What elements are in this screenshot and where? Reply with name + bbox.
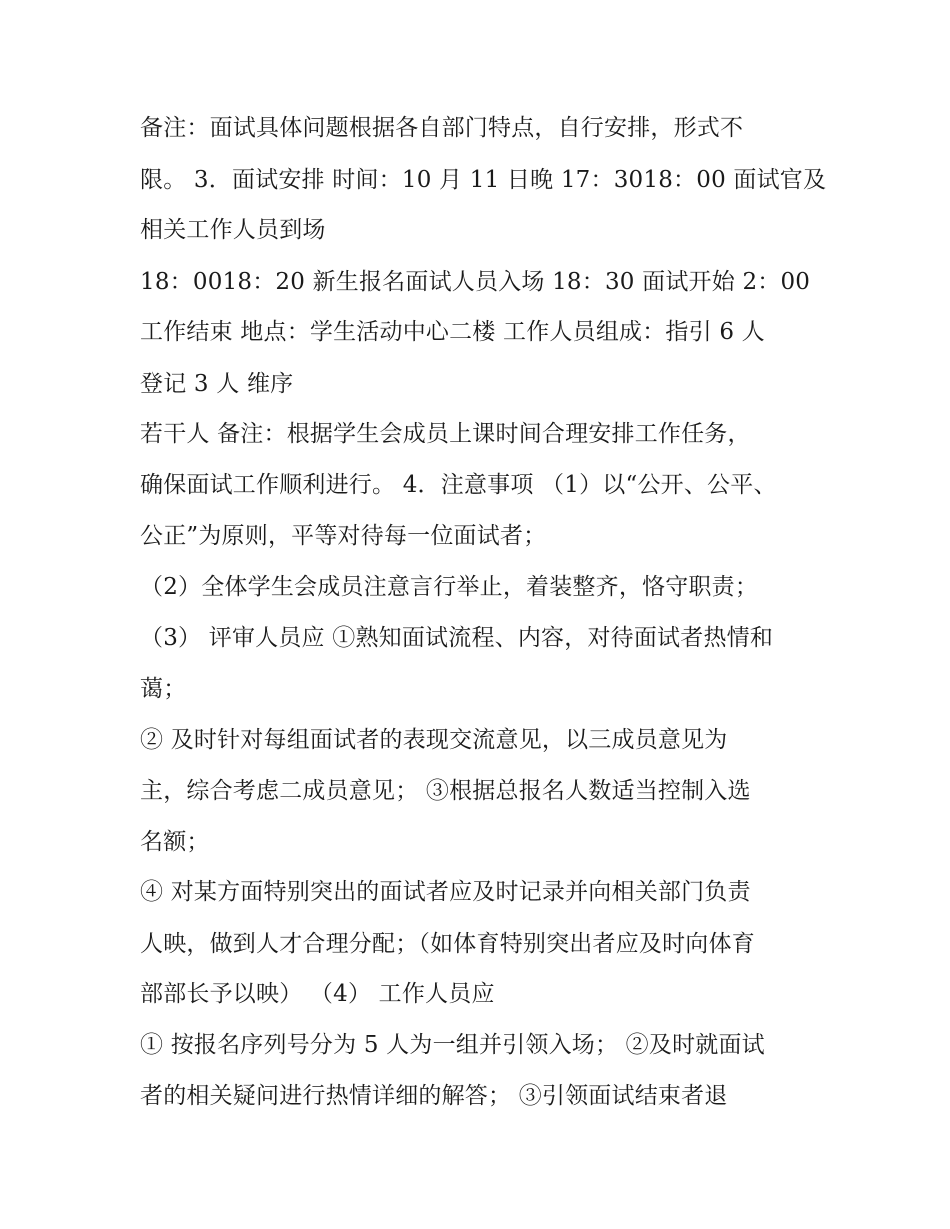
text-line: 部部长予以映） （4） 工作人员应 xyxy=(140,981,495,1007)
text-line: 若干人 备注：根据学生会成员上课时间合理安排工作任务， xyxy=(140,421,751,447)
text-line: 登记 3 人 维序 xyxy=(140,371,294,397)
text-line: 限。 3．面试安排 时间：10 月 11 日晚 17：3018：00 面试官及 xyxy=(140,167,827,193)
text-line: 公正”为原则，平等对待每一位面试者； xyxy=(140,523,547,549)
text-line: （3） 评审人员应 ①熟知面试流程、内容，对待面试者热情和 xyxy=(140,625,774,651)
text-line: 确保面试工作顺利进行。 4．注意事项 （1）以“公开、公平、 xyxy=(140,472,777,498)
text-line: 人映，做到人才合理分配；（如体育特别突出者应及时向体育 xyxy=(140,931,755,957)
text-line: ② 及时针对每组面试者的表现交流意见，以三成员意见为 xyxy=(140,727,728,753)
text-line: 备注：面试具体问题根据各自部门特点，自行安排，形式不 xyxy=(140,115,744,141)
text-line: 名额； xyxy=(140,829,210,855)
text-line: 相关工作人员到场 xyxy=(140,217,326,243)
text-line: （2）全体学生会成员注意言行举止，着装整齐，恪守职责； xyxy=(140,574,759,600)
text-line: 主，综合考虑二成员意见； ③根据总报名人数适当控制入选 xyxy=(140,778,751,804)
text-line: ④ 对某方面特别突出的面试者应及时记录并向相关部门负责 xyxy=(140,879,751,905)
text-line: ① 按报名序列号分为 5 人为一组并引领入场； ②及时就面试 xyxy=(140,1032,765,1058)
text-line: 者的相关疑问进行热情详细的解答； ③引领面试结束者退 xyxy=(140,1083,728,1109)
text-line: 工作结束 地点：学生活动中心二楼 工作人员组成：指引 6 人 xyxy=(140,319,765,345)
text-line: 蔼； xyxy=(140,676,187,702)
text-line: 18：0018：20 新生报名面试人员入场 18：30 面试开始 2：00 xyxy=(140,269,811,295)
